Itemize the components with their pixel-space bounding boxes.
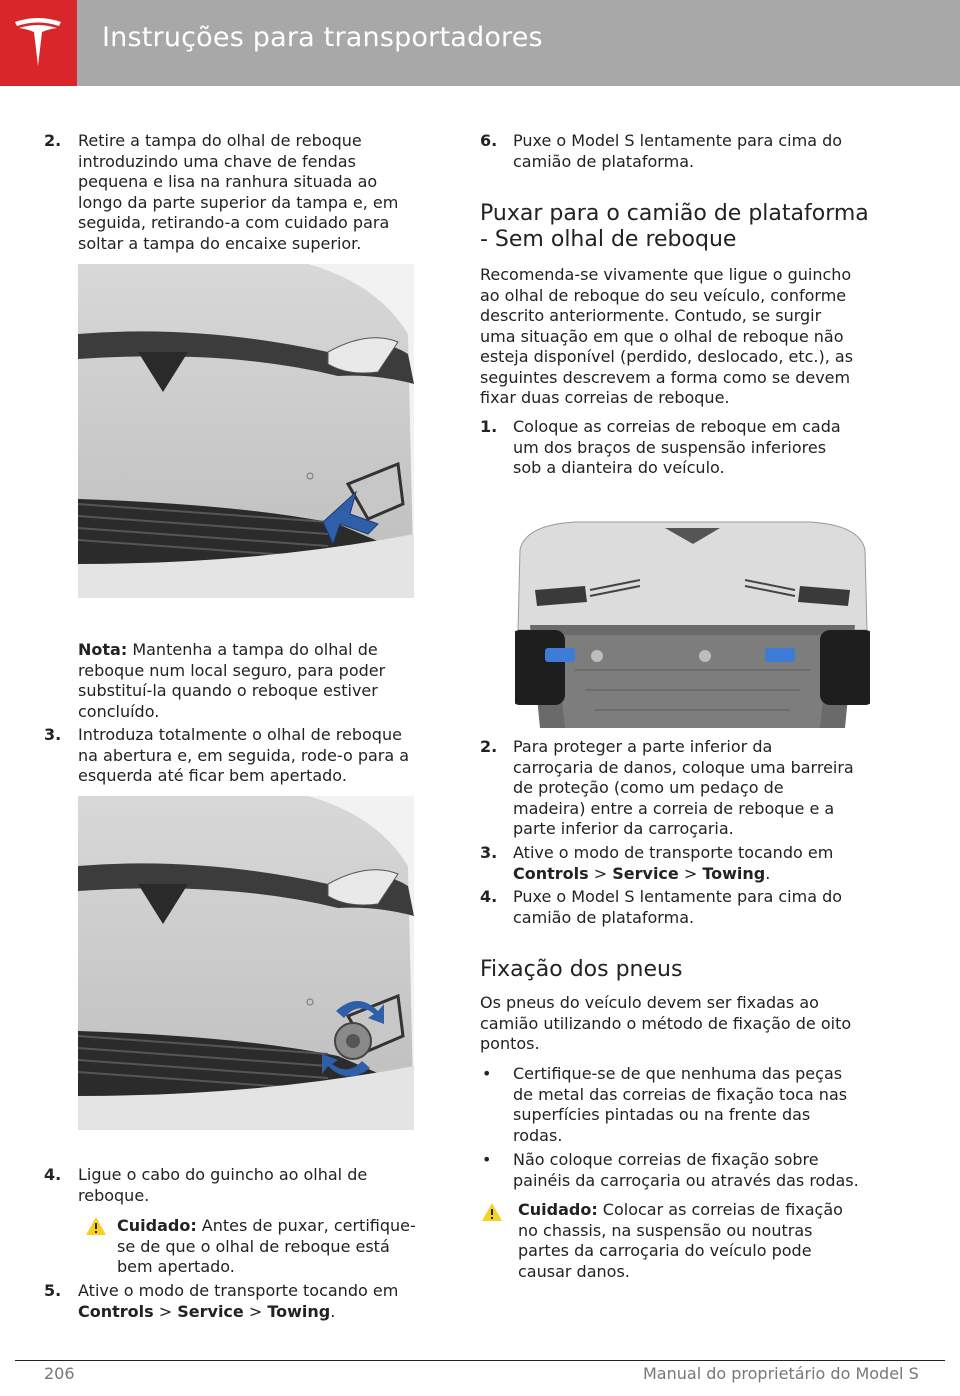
text-line: painéis da carroçaria ou através das rodas. <box>513 1170 859 1190</box>
text-line: longo da parte superior da tampa e, em <box>78 192 399 212</box>
menu-towing: Towing <box>702 863 766 883</box>
text-line: seguintes descrevem a forma como se devem <box>480 367 851 387</box>
menu-path <box>78 1302 335 1323</box>
text-line: Mantenha a tampa do olhal de <box>127 640 378 659</box>
text-line: uma situação em que o olhal de reboque não <box>480 326 844 346</box>
text-line: Certifique-se de que nenhuma das peças <box>513 1064 843 1083</box>
text-line: rodas. <box>513 1125 563 1145</box>
text-line: Introduza totalmente o olhal de reboque <box>78 725 402 744</box>
text-line: soltar a tampa do encaixe superior. <box>78 233 362 253</box>
text-line: pontos. <box>480 1034 540 1053</box>
step-number: 2. <box>480 737 498 756</box>
text-line: introduzindo uma chave de fendas <box>78 151 356 171</box>
step-number: 5. <box>44 1281 62 1300</box>
section-heading: Fixação dos pneus <box>480 957 683 982</box>
text-line: no chassis, na suspensão ou noutras <box>518 1220 813 1240</box>
menu-service: Service <box>177 1301 244 1321</box>
text-line: parte inferior da carroçaria. <box>513 819 734 838</box>
manual-name: Manual do proprietário do Model S <box>643 1364 919 1383</box>
menu-towing: Towing <box>267 1301 331 1321</box>
text-line: esteja disponível (perdido, deslocado, etc.), as <box>480 347 854 366</box>
text-line: camião utilizando o método de fixação de oito <box>480 1013 852 1033</box>
section-heading: - Sem olhal de reboque <box>480 227 737 252</box>
text-line: Coloque as correias de reboque em cada <box>513 417 841 436</box>
text-line: Puxe o Model S lentamente para cima do <box>513 887 843 906</box>
caution <box>518 1200 843 1221</box>
step-number: 3. <box>480 843 498 862</box>
note-label: Nota: <box>78 640 128 659</box>
page-header <box>0 0 960 86</box>
warning-icon <box>481 1202 503 1222</box>
text-line: camião de plataforma. <box>513 907 695 927</box>
text-line: causar danos. <box>518 1261 630 1281</box>
menu-path <box>513 864 770 885</box>
text-line: madeira) entre a correia de reboque e a <box>513 798 835 818</box>
brand-logo <box>0 0 77 86</box>
step-number: 6. <box>480 131 498 150</box>
text-line: Os pneus do veículo devem ser fixadas ao <box>480 993 819 1012</box>
step-number: 2. <box>44 131 62 150</box>
text-line: Antes de puxar, certifique- <box>196 1216 416 1235</box>
text-line: camião de plataforma. <box>513 151 695 171</box>
text-line: bem apertado. <box>117 1257 235 1276</box>
text-line: Colocar as correias de fixação <box>597 1200 843 1219</box>
tow-eye-rotation-illustration <box>78 796 414 1130</box>
path-separator: > <box>588 863 613 883</box>
path-separator: > <box>153 1301 178 1321</box>
warning-icon <box>85 1216 107 1236</box>
text-line: fixar duas correias de reboque. <box>480 388 730 407</box>
punctuation: . <box>330 1301 336 1321</box>
text-line: reboque. <box>78 1185 150 1205</box>
step-number: 3. <box>44 725 62 744</box>
text-line: Recomenda-se vivamente que ligue o guincho <box>480 265 852 284</box>
step-number: 1. <box>480 417 498 436</box>
punctuation: . <box>765 863 771 883</box>
caution <box>117 1216 416 1237</box>
caution-label: Cuidado: <box>117 1216 197 1235</box>
path-separator: > <box>678 863 703 883</box>
text-line: Ative o modo de transporte tocando em <box>78 1281 399 1300</box>
text-line: substituí-la quando o reboque estiver <box>78 681 378 700</box>
section-heading: Puxar para o camião de plataforma <box>480 201 869 226</box>
text-line: na abertura e, em seguida, rode-o para a <box>78 745 410 765</box>
text-line: Puxe o Model S lentamente para cima do <box>513 131 843 150</box>
text-line: se de que o olhal de reboque está <box>117 1236 390 1256</box>
text-line: seguida, retirando-a com cuidado para <box>78 213 390 232</box>
page-number: 206 <box>44 1364 75 1383</box>
menu-controls: Controls <box>513 863 589 883</box>
text-line: pequena e lisa na ranhura situada ao <box>78 172 378 191</box>
text-line: ao olhal de reboque do seu veículo, conforme <box>480 285 847 305</box>
text-line: superfícies pintadas ou na frente das <box>513 1105 811 1124</box>
text-line: carroçaria de danos, coloque uma barreira <box>513 757 854 777</box>
caution-label: Cuidado: <box>518 1200 598 1219</box>
text-line: Retire a tampa do olhal de reboque <box>78 131 362 150</box>
note <box>78 640 378 661</box>
footer-divider <box>15 1360 945 1361</box>
text-line: Ligue o cabo do guincho ao olhal de <box>78 1165 368 1184</box>
step-number: 4. <box>44 1165 62 1184</box>
text-line: Não coloque correias de fixação sobre <box>513 1150 819 1169</box>
underside-straps-illustration <box>515 520 870 728</box>
tesla-logo-icon <box>13 16 63 68</box>
text-line: Para proteger a parte inferior da <box>513 737 773 756</box>
text-line: descrito anteriormente. Contudo, se surgir <box>480 306 822 325</box>
path-separator: > <box>243 1301 268 1321</box>
menu-controls: Controls <box>78 1301 154 1321</box>
text-line: um dos braços de suspensão inferiores <box>513 437 827 457</box>
text-line: de proteção (como um pedaço de <box>513 778 784 797</box>
text-line: de metal das correias de fixação toca nas <box>513 1084 848 1104</box>
text-line: sob a dianteira do veículo. <box>513 458 725 477</box>
text-line: reboque num local seguro, para poder <box>78 660 386 680</box>
bullet: • <box>482 1064 492 1083</box>
text-line: esquerda até ficar bem apertado. <box>78 766 347 785</box>
step-number: 4. <box>480 887 498 906</box>
bullet: • <box>482 1150 492 1169</box>
page-title: Instruções para transportadores <box>102 22 543 53</box>
text-line: concluído. <box>78 701 160 721</box>
menu-service: Service <box>612 863 679 883</box>
text-line: partes da carroçaria do veículo pode <box>518 1241 812 1260</box>
front-bumper-cover-illustration <box>78 264 414 598</box>
text-line: Ative o modo de transporte tocando em <box>513 843 834 862</box>
